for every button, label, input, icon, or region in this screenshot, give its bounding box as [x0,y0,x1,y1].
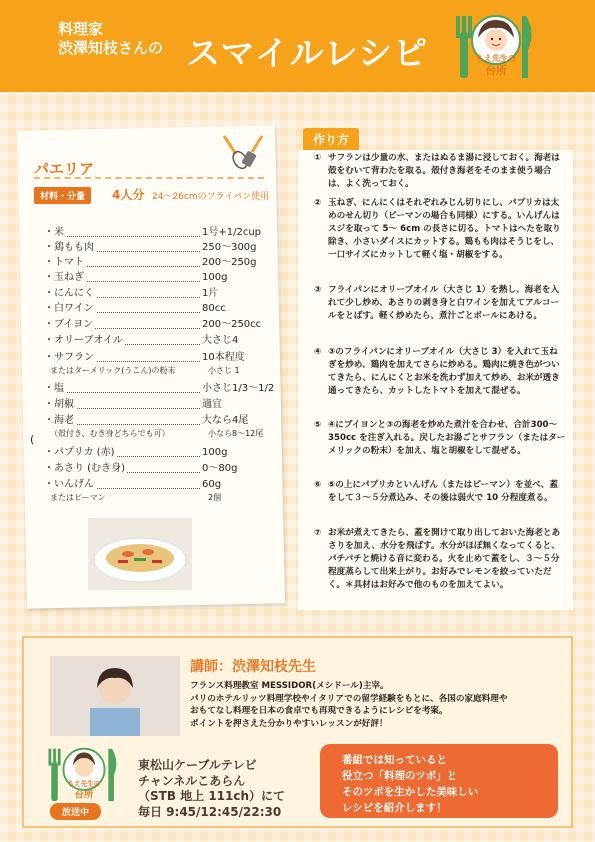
ingredient-subamount: 小なら8～12尾 [208,429,264,438]
ingredient-name: ・玉ねぎ [44,272,84,283]
ingredient-amount: 250～300g [202,242,257,253]
lecturer-name: 講師：渋澤知枝先生 [190,659,316,675]
bio-line: おもてなし料理を日本の食卓でも再現できるようにレシピを考案。 [190,706,448,716]
ingredient-amount: 100g [202,447,228,458]
ingredient-name: ・海老 [44,415,74,426]
divider [34,177,264,179]
header-line2: 渋澤知枝さんの [58,39,164,57]
recipe-title: パエリア [34,160,95,178]
ingredient-subamount: 小さじ 1 [208,366,240,375]
ingredient-amount: 小さじ1/3～1/2 [202,383,275,394]
ingredient-name: ・トマト [44,257,84,268]
step-number: ③ [314,285,322,295]
step-item [314,479,566,505]
leader-dots [44,236,200,237]
step-item [314,346,566,398]
broadcast-info [138,758,285,820]
ingredient-name: ・いんげん [44,479,94,490]
ingredient-sub: （殻付き、むき身どちらでも可） [50,429,170,438]
step-number: ④ [314,347,322,357]
ingredient-name: ・塩 [44,383,64,394]
ingredient-name: ・胡椒 [44,399,74,410]
paella-photo [88,518,192,590]
ingredient-name: ・にんにく [44,288,94,299]
logo-small-text-2: 台所 [74,789,94,801]
promo-line: レシピを紹介します！ [342,802,447,814]
ingredient-name: ・パプリカ (赤) [44,447,115,458]
servings: 4人分 [112,188,145,202]
ingredient-amount: 200～250cc [202,319,262,330]
step-item [314,419,566,458]
step-text: 玉ねぎ、にんにくはそれぞれみじん切りにし、パプリカは太めのせん切り（ピーマンの場合も同様）にする。いんげんはスジを取って 5～ 6cm の長さに切る。トマトはへたを取り除き、小さいダイスにカットする。鶏もも肉はそうじをし、一口サイズにカットして軽く塩・胡椒をする。 [328,198,561,260]
page-title: スマイルレシピ [186,34,428,74]
promo-line: 役立つ「料理のツボ」と [342,770,458,782]
broadcast-line: チャンネルこあらん [138,773,246,788]
step-text: お米が煮えてきたら、蓋を開けて取り出しておいた海老とあさりを加え、水分を飛ばす。水分がほぼ無くなってくると、パチパチと焼ける音に変わる。火を止めて蓋をし、３～５分程度蒸らして出来上がり。お好みでレモンを絞っていただく。＊具材はお好みで他のものを加えてよい。 [328,528,561,590]
steps-title: 作り方 [303,128,359,151]
broadcast-line: （STB 地上 111ch）にて [138,789,286,803]
ingredient-sub: またはピーマン [50,493,106,502]
header-subtitle [58,20,163,58]
step-number: ② [314,198,322,208]
chie-kitchen-logo-small [46,745,122,803]
ingredient-name: ・ブイヨン [44,319,94,330]
ingredient-amount: 大なら4尾 [202,415,249,426]
ingredient-name: ・サフラン [44,352,94,363]
whisk-spatula-icon [210,132,270,172]
ingredient-name: ・鶏もも肉 [44,242,94,253]
logo-small-text-1: ちえ先生の [67,780,101,789]
ingredient-subamount: 2個 [208,493,222,502]
bio-line: フランス料理教室 MESSIDOR(メシドール)主宰。 [190,681,389,691]
broadcast-line: 東松山ケーブルテレビ [138,758,257,772]
step-text: ④にブイヨンと③の海老を炒めた煮汁を合わせ、合計300～350cc を注ぎ入れる。戻したお湯ごとサフラン（またはターメリックの粉末）を加え、塩と胡椒をして混ぜる。 [328,420,566,456]
ingredient-name: ・あさり (むき身) [44,463,125,474]
lecturer-bio [190,680,550,730]
ingredient-name: ・米 [44,227,64,238]
ingredient-name: ・オリーブオイル [44,335,123,346]
step-number: ⑦ [314,528,322,538]
ingredient-amount: 80cc [202,303,226,314]
step-number: ⑥ [314,480,322,490]
pan-size: 24～26cmのフライパン使用 [152,192,270,202]
step-text: サフランは少量の水、またはぬるま湯に浸しておく。海老は殻をむいて背わたを取る。殻付き海老をそのまま使う場合は、よく洗っておく。 [328,153,560,189]
header-line1: 料理家 [58,20,104,38]
bracket-open: ( [30,433,35,446]
bio-line: パリのホテルリッツ料理学校やイタリアでの留学経験をもとに、各国の家庭料理や [190,693,508,704]
ingredient-amount: 適宜 [202,399,222,410]
ingredient-amount: 200～250g [202,257,257,268]
step-item [314,152,566,191]
broadcast-line: 毎日 9:45/12:45/22:30 [138,804,282,819]
step-text: フライパンにオリーブオイル（大さじ 1）を熱し、海老を入れて少し炒め、あさりの剥き身と白ワインを加えてアルコールをとばす。軽く炒めたら、煮汁ごとボールにあける。 [328,285,560,321]
step-text: ⑤の上にパプリカといんげん（またはピーマン）を並べ、蓋をして３～５分煮込み、その後は弱火で 10 分程度煮る。 [328,480,558,503]
step-number: ① [314,153,322,163]
on-air-badge: 放送中 [50,803,101,820]
lecturer-photo [50,656,180,736]
ingredient-amount: 大さじ4 [202,335,239,346]
step-item [314,284,566,323]
ingredient-amount: 1号+1/2cup [202,227,262,238]
ingredient-amount: 100g [202,272,228,283]
logo-text-2: 台所 [485,64,507,77]
ingredient-sub: またはターメリック(うこん)の粉末 [50,366,176,375]
chie-kitchen-logo [456,12,536,82]
promo-box [320,744,558,818]
ingredient-amount: 60g [202,479,222,490]
step-item [314,527,566,592]
ingredient-name: ・白ワイン [44,303,94,314]
bio-line: ポイントを押さえた分かりやすいレッスンが好評！ [190,718,388,729]
ingredients-badge: 材料・分量 [34,187,91,204]
ingredient-amount: 1片 [202,288,219,299]
promo-line: 番組では知っていると [342,754,447,766]
step-text: ③のフライパンにオリーブオイル（大さじ 3）を入れて玉ねぎを炒め、鶏肉を加えてさらに炒める。鶏肉に焼き色がついてきたら、にんにくとお米を洗わず加えて炒め、お米が透き通ってきたら、カットしたトマトを加えて混ぜる。 [328,347,560,396]
ingredient-amount: 10本程度 [202,352,245,363]
promo-line: そのツボを生かした美味しい [342,786,479,798]
step-item [314,197,566,262]
leader-dots [44,392,200,393]
ingredient-amount: 0～80g [202,463,238,474]
step-number: ⑤ [314,420,322,430]
logo-text-1: ちえ先生の [476,54,516,63]
